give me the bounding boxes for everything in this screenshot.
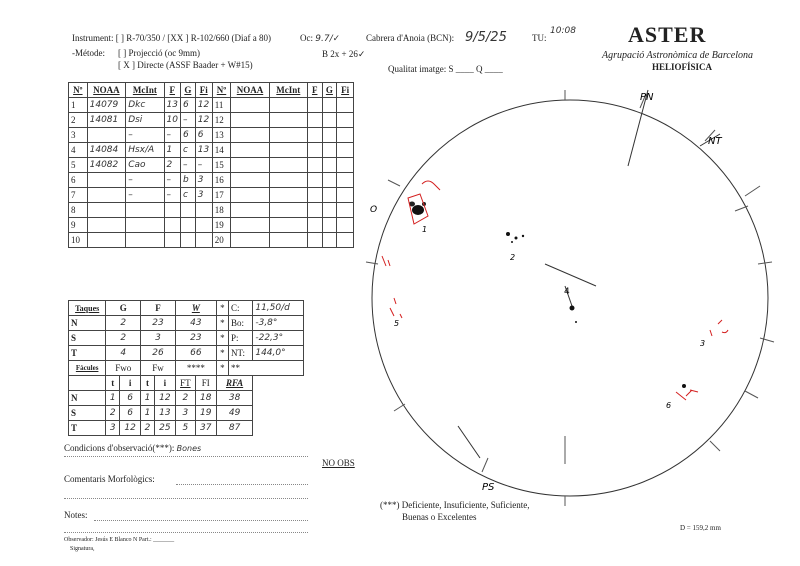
fi-cell: 13 — [195, 143, 212, 158]
limb-tick — [388, 180, 400, 186]
tu-label: TU: — [532, 33, 547, 43]
instrument-option-1: [ ] R-70/350 — [115, 33, 161, 43]
row-number: 18 — [212, 203, 231, 218]
table-row — [69, 188, 354, 203]
count-value: 2 — [106, 316, 141, 331]
g-cell — [180, 233, 195, 248]
facula-outline — [390, 298, 402, 318]
fi-cell: 3 — [195, 188, 212, 203]
empty-cell — [231, 233, 269, 248]
empty-cell — [307, 233, 322, 248]
empty-cell — [337, 128, 354, 143]
mcint-cell — [126, 233, 164, 248]
f-cell: 10 — [164, 113, 180, 128]
sunspot-group-2 — [506, 232, 524, 262]
count-value: 43 — [175, 316, 216, 331]
table-row — [69, 233, 354, 248]
empty-cell — [269, 158, 307, 173]
mcint-cell: – — [126, 128, 164, 143]
noaa-cell: 14079 — [87, 98, 126, 113]
facula-value: 49 — [216, 406, 253, 421]
fac-col: RFA — [216, 376, 253, 391]
sunspot-group-3 — [700, 320, 728, 348]
empty-cell — [337, 173, 354, 188]
col-f-right: F — [307, 83, 322, 98]
empty-cell — [231, 113, 269, 128]
sunspot — [682, 384, 686, 388]
counts-row-n — [69, 316, 304, 331]
notes-label: Notes: — [64, 510, 88, 520]
mcint-cell: Dkc — [126, 98, 164, 113]
facula-outline — [422, 181, 440, 190]
method-label: -Métode: — [72, 48, 105, 58]
fi-cell — [195, 203, 212, 218]
empty-cell — [337, 158, 354, 173]
empty-cell — [231, 203, 269, 218]
row-number: 15 — [212, 158, 231, 173]
limb-tick — [735, 206, 748, 211]
sunspot — [412, 205, 424, 215]
counts-header — [69, 301, 304, 316]
row-number: 11 — [212, 98, 231, 113]
noaa-cell — [87, 203, 126, 218]
sunspot — [575, 321, 577, 323]
brand-section: HELIOFÍSICA — [652, 62, 713, 72]
fac-col: t — [106, 376, 120, 391]
stars-mark: **** — [175, 361, 216, 376]
param-bo-value: -3,8° — [253, 316, 304, 331]
morph-label: Comentaris Morfològics: — [64, 474, 155, 484]
row-label: N — [69, 316, 106, 331]
sunspot — [522, 235, 524, 237]
row-number: 4 — [69, 143, 88, 158]
facula-value: 6 — [120, 391, 141, 406]
empty-cell — [269, 143, 307, 158]
g-cell: – — [180, 158, 195, 173]
f-cell: 2 — [164, 158, 180, 173]
axis-line — [545, 264, 596, 286]
fac-col: FI — [195, 376, 216, 391]
pole-north-label: PN — [640, 92, 654, 103]
limb-ticks — [366, 90, 774, 506]
empty-cell — [307, 98, 322, 113]
signature-label: Signatura, — [70, 546, 95, 552]
fi-cell: 12 — [195, 98, 212, 113]
row-number: 3 — [69, 128, 88, 143]
empty-cell — [322, 158, 337, 173]
row-number: 12 — [212, 113, 231, 128]
empty-cell — [269, 128, 307, 143]
date-value: 9/5/25 — [465, 30, 507, 45]
fwo-label: Fwo — [106, 361, 141, 376]
facula-value: 37 — [195, 421, 216, 436]
col-g-count: G — [106, 301, 141, 316]
empty-cell — [231, 98, 269, 113]
empty-cell — [337, 188, 354, 203]
col-mcint: McInt — [126, 83, 164, 98]
facula-value: 87 — [216, 421, 253, 436]
conditions-field — [64, 443, 308, 453]
barlow-value: B 2x + 26✓ — [322, 49, 366, 59]
table-row — [69, 128, 354, 143]
dotted-line — [64, 532, 308, 533]
sunspot — [570, 306, 575, 311]
dotted-line — [64, 498, 308, 499]
limb-tick — [745, 186, 760, 196]
col-fi-right: Fi — [337, 83, 354, 98]
empty-cell — [231, 158, 269, 173]
fi-cell: 3 — [195, 173, 212, 188]
oc-field — [300, 33, 340, 44]
empty-cell — [307, 203, 322, 218]
empty-cell — [269, 203, 307, 218]
axis-line-ps — [458, 426, 480, 458]
row-number: 16 — [212, 173, 231, 188]
facula-value: 1 — [141, 406, 155, 421]
sunspot-group-5 — [390, 298, 402, 328]
noaa-cell: 14084 — [87, 143, 126, 158]
facula-value: 3 — [106, 421, 120, 436]
f-cell: – — [164, 128, 180, 143]
f-cell: – — [164, 173, 180, 188]
col-n: Nº — [69, 83, 88, 98]
empty-cell — [269, 188, 307, 203]
empty-cell — [269, 113, 307, 128]
star-mark: * — [216, 316, 228, 331]
param-nt-value: 144,0° — [253, 346, 304, 361]
facules-label: Fàcules — [69, 361, 106, 376]
empty-cell — [337, 143, 354, 158]
tu-value: 10:08 — [550, 26, 576, 36]
empty-cell — [322, 188, 337, 203]
f-cell: 1 — [164, 143, 180, 158]
row-label: T — [69, 421, 106, 436]
row-number: 17 — [212, 188, 231, 203]
group-label: 2 — [510, 253, 516, 262]
facula-outline — [676, 390, 698, 400]
row-number: 7 — [69, 188, 88, 203]
limb-tick — [482, 458, 488, 472]
empty-cell — [307, 218, 322, 233]
groups-table — [68, 82, 354, 248]
quality-legend-line-2: Buenas o Excelentes — [402, 512, 477, 522]
row-number: 20 — [212, 233, 231, 248]
g-cell — [180, 218, 195, 233]
facula-value: 38 — [216, 391, 253, 406]
param-p-value: -22,3° — [253, 331, 304, 346]
quality-legend-line-1: (***) Deficiente, Insuficiente, Suficiente, — [380, 500, 530, 510]
col-g-right: G — [322, 83, 337, 98]
row-label: N — [69, 391, 106, 406]
row-label: S — [69, 331, 106, 346]
empty-cell — [307, 128, 322, 143]
row-number: 13 — [212, 128, 231, 143]
empty-cell — [322, 203, 337, 218]
o-mark-label: O — [370, 205, 378, 215]
param-bo-label: Bo: — [228, 316, 252, 331]
facula-value: 2 — [141, 421, 155, 436]
col-n-right: Nº — [212, 83, 231, 98]
g-cell: c — [180, 143, 195, 158]
empty-cell — [322, 128, 337, 143]
row-label: T — [69, 346, 106, 361]
row-number: 8 — [69, 203, 88, 218]
empty-cell — [322, 233, 337, 248]
group-label: 5 — [394, 319, 400, 328]
fi-cell — [195, 218, 212, 233]
table-row — [69, 203, 354, 218]
facula-value: 12 — [154, 391, 175, 406]
f-cell — [164, 203, 180, 218]
diameter-label: D = 159,2 mm — [680, 524, 721, 532]
facula-value: 13 — [154, 406, 175, 421]
g-cell: – — [180, 113, 195, 128]
sunspot — [515, 237, 518, 240]
mcint-cell: Hsx/A — [126, 143, 164, 158]
row-number: 9 — [69, 218, 88, 233]
facula-value: 6 — [120, 406, 141, 421]
empty-cell — [337, 233, 354, 248]
mcint-cell — [126, 218, 164, 233]
table-row — [69, 143, 354, 158]
facules-subheader — [69, 376, 304, 391]
sunspot-group-4 — [564, 287, 577, 323]
conditions-label: Condicions d'observació(***): — [64, 443, 175, 453]
col-g: G — [180, 83, 195, 98]
taques-label: Taques — [69, 301, 106, 316]
noaa-cell — [87, 233, 126, 248]
method-option-1: [ ] Projecció (oc 9mm) — [118, 48, 200, 58]
count-value: 23 — [175, 331, 216, 346]
empty-cell — [231, 128, 269, 143]
instrument-label: Instrument: — [72, 33, 114, 43]
nt-label: NT — [708, 136, 722, 147]
col-mcint-right: McInt — [269, 83, 307, 98]
limb-tick — [760, 338, 774, 342]
image-quality: Qualitat imatge: S ____ Q ____ — [388, 64, 503, 74]
dotted-line — [94, 520, 308, 521]
noaa-cell — [87, 188, 126, 203]
mcint-cell — [126, 203, 164, 218]
noaa-cell: 14082 — [87, 158, 126, 173]
table-row — [69, 113, 354, 128]
row-number: 10 — [69, 233, 88, 248]
col-fi: Fi — [195, 83, 212, 98]
table-row — [69, 218, 354, 233]
param-nt-label: NT: — [228, 346, 252, 361]
facula-value: 12 — [120, 421, 141, 436]
row-number: 6 — [69, 173, 88, 188]
star-mark: * — [216, 331, 228, 346]
pole-south-label: PS — [482, 482, 495, 493]
stars-mark: ** — [228, 361, 303, 376]
col-w-count: W — [175, 301, 216, 316]
fi-cell — [195, 233, 212, 248]
conditions-value: Bones — [176, 444, 202, 453]
fac-col: t — [141, 376, 155, 391]
empty-cell — [337, 218, 354, 233]
mcint-cell: – — [126, 173, 164, 188]
sunspot — [511, 241, 513, 243]
method-option-2: [ X ] Directe (ASSF Baader + W#15) — [118, 60, 253, 70]
f-cell: 13 — [164, 98, 180, 113]
g-cell — [180, 203, 195, 218]
empty-cell — [307, 143, 322, 158]
fac-col: i — [154, 376, 175, 391]
row-number: 19 — [212, 218, 231, 233]
empty-cell — [231, 143, 269, 158]
mcint-cell: – — [126, 188, 164, 203]
facula-value: 2 — [106, 406, 120, 421]
param-c-label: C: — [228, 301, 252, 316]
count-value: 66 — [175, 346, 216, 361]
group-label: 4 — [564, 287, 570, 297]
empty-cell — [307, 188, 322, 203]
sunspot — [506, 232, 510, 236]
mcint-cell: Cao — [126, 158, 164, 173]
facula-value: 1 — [141, 391, 155, 406]
facules-header — [69, 361, 304, 376]
empty-cell — [322, 173, 337, 188]
facules-row — [69, 421, 304, 436]
dotted-line — [64, 456, 308, 457]
empty-cell — [269, 233, 307, 248]
observer-line: Observador: Jesús E Blanco N Part.: _______ — [64, 537, 175, 543]
facula-outline — [382, 256, 390, 266]
counts-row-s — [69, 331, 304, 346]
instrument-line — [72, 33, 271, 43]
instrument-option-2: / [XX ] R-102/660 (Diaf a 80) — [162, 33, 271, 43]
row-label: S — [69, 406, 106, 421]
empty-cell — [322, 218, 337, 233]
row-number: 14 — [212, 143, 231, 158]
star-mark: * — [216, 301, 228, 316]
facula-value: 18 — [195, 391, 216, 406]
oc-value: 9.7/✓ — [315, 34, 341, 44]
counts-row-t — [69, 346, 304, 361]
facula-value: 5 — [175, 421, 195, 436]
noaa-cell — [87, 128, 126, 143]
row-number: 2 — [69, 113, 88, 128]
count-value: 2 — [106, 331, 141, 346]
no-obs-label: NO OBS — [322, 458, 355, 468]
count-value: 23 — [141, 316, 176, 331]
star-mark: * — [216, 346, 228, 361]
empty-cell — [231, 218, 269, 233]
count-value: 26 — [141, 346, 176, 361]
facules-row — [69, 391, 304, 406]
noaa-cell — [87, 218, 126, 233]
limb-tick — [366, 262, 378, 264]
limb-tick — [710, 441, 720, 451]
facula-outline — [710, 320, 728, 336]
oc-label: Oc: — [300, 33, 313, 43]
limb-tick — [394, 404, 405, 411]
g-cell: b — [180, 173, 195, 188]
row-number: 1 — [69, 98, 88, 113]
star-mark: * — [216, 361, 228, 376]
fac-col: i — [120, 376, 141, 391]
facula-value: 3 — [175, 406, 195, 421]
empty-cell — [269, 173, 307, 188]
table-row — [69, 158, 354, 173]
noaa-cell: 14081 — [87, 113, 126, 128]
fi-cell: 6 — [195, 128, 212, 143]
facula-value: 1 — [106, 391, 120, 406]
empty-cell — [307, 158, 322, 173]
col-noaa: NOAA — [87, 83, 126, 98]
empty-cell — [269, 218, 307, 233]
table-row — [69, 173, 354, 188]
g-cell: c — [180, 188, 195, 203]
g-cell: 6 — [180, 98, 195, 113]
solar-disk-drawing — [360, 86, 800, 516]
group-label: 3 — [700, 339, 706, 348]
empty-cell — [307, 113, 322, 128]
group-label: 6 — [666, 401, 672, 410]
brand-subtitle: Agrupació Astronòmica de Barcelona — [602, 50, 753, 61]
fw-label: Fw — [141, 361, 176, 376]
count-value: 4 — [106, 346, 141, 361]
sunspot-group-6 — [666, 384, 698, 410]
facula-value: 25 — [154, 421, 175, 436]
fac-col: FT — [175, 376, 195, 391]
empty-cell — [337, 203, 354, 218]
param-c-value: 11,50/d — [253, 301, 304, 316]
fi-cell: – — [195, 158, 212, 173]
g-cell: 6 — [180, 128, 195, 143]
param-p-label: P: — [228, 331, 252, 346]
empty-cell — [231, 188, 269, 203]
col-f-count: F — [141, 301, 176, 316]
empty-cell — [337, 113, 354, 128]
facula-value: 19 — [195, 406, 216, 421]
mcint-cell: Dsi — [126, 113, 164, 128]
f-cell — [164, 218, 180, 233]
col-f: F — [164, 83, 180, 98]
empty-cell — [322, 113, 337, 128]
f-cell: – — [164, 188, 180, 203]
empty-cell — [269, 98, 307, 113]
group-label: 1 — [422, 225, 428, 234]
f-cell — [164, 233, 180, 248]
limb-tick — [745, 391, 758, 398]
count-value: 3 — [141, 331, 176, 346]
empty-cell — [322, 98, 337, 113]
dotted-line — [176, 484, 308, 485]
brand-title: ASTER — [628, 22, 707, 47]
facules-row — [69, 406, 304, 421]
sunspot-group-1 — [408, 181, 440, 234]
empty-cell — [322, 143, 337, 158]
facula-value: 2 — [175, 391, 195, 406]
table-row — [69, 98, 354, 113]
empty-cell — [307, 173, 322, 188]
empty-cell — [231, 173, 269, 188]
solar-disk-outline — [372, 100, 768, 496]
fi-cell: 12 — [195, 113, 212, 128]
row-number: 5 — [69, 158, 88, 173]
noaa-cell — [87, 173, 126, 188]
empty-cell — [337, 98, 354, 113]
groups-table-header — [69, 83, 354, 98]
col-noaa-right: NOAA — [231, 83, 269, 98]
counts-table — [68, 300, 304, 436]
location-label: Cabrera d'Anoia (BCN): — [366, 33, 455, 43]
